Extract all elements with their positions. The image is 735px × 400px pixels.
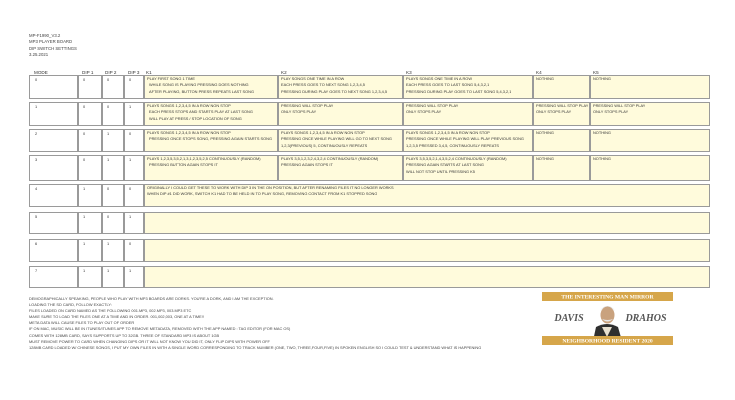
note-line: 128MB CARD LOADED W/ CHINESE SONGS, I PUT MY OWN FILES IN WITH A SINGLE WORD CORRESPONDING TO TRACK NUMBER (ONE, TWO, THREE,FOUR,FIVE) IN SPOKEN ENGLISH SO I COULD TEST & UNDERSTAND WHAT IS HAPPENING [29, 344, 482, 350]
cell-value-mode: 5 [35, 214, 38, 219]
davis-drahos-badge [540, 291, 675, 346]
cell-value-dip3: 1 [129, 104, 132, 109]
notes-block [29, 296, 499, 351]
table-row [29, 75, 710, 99]
cell-line-k2: EACH PRESS GOES TO NEXT SONG 1,2,3,4,5 [281, 82, 365, 88]
table-cell-k2 [278, 102, 403, 126]
cell-value-dip2: 0 [107, 77, 110, 82]
table-cell-k5 [590, 155, 710, 181]
table-row [29, 212, 710, 234]
cell-line-k3: PLAYS SONGS ONE TIME IN A ROW [406, 75, 473, 81]
cell-line-k2: PRESSING AGAIN STOPS IT [281, 162, 333, 168]
table-cell-wide [144, 184, 710, 207]
cell-line-k1: WILL PLAY AT PRESS / STOP LOCATION OF SONG [149, 115, 242, 121]
note-line: META DATA WILL CAUSE FILES TO PLAY OUT OF ORDER [29, 320, 135, 326]
table-cell-k4 [533, 75, 590, 99]
cell-line-k2: PRESSING ONCE WHILE PLAYING WILL GO TO NEXT SONG [281, 136, 392, 142]
table-cell-dip2 [102, 184, 124, 207]
table-cell-dip1 [78, 239, 102, 262]
cell-line-k5: PRESSING WILL STOP PLAY [593, 102, 646, 108]
col-header-dip1: DIP 1 [82, 70, 94, 75]
cell-value-dip1: 1 [83, 241, 86, 246]
cell-line-k3: 1,2,3,5 PRESSED 3,4,5, CONTINUOUSLY REPEATS [406, 142, 499, 148]
cell-line-k5: NOTHING [593, 155, 611, 161]
cell-line-wide: WHEN DIP #1 DID WORK, SWITCH K1 HAD TO BE HELD IN TO PLAY SONG, REMOVING CONTACT FROM K1 STOPPED SONG [147, 191, 378, 197]
table-cell-k3 [403, 129, 533, 152]
document-header [29, 33, 77, 58]
cell-line-k3: PLAYS 3,5,3,5,2,1,4,3,5,2,4 CONTINUOUSLY (RANDOM) [406, 155, 507, 161]
cell-line-k2: PRESSING WILL STOP PLAY [281, 102, 334, 108]
table-row [29, 129, 710, 152]
cell-line-k2: ONLY STOPS PLAY [281, 109, 317, 115]
col-header-k3: K3 [406, 70, 412, 75]
cell-line-k1: EACH PRESS STOPS AND STARTS PLAY AT LAST SONG [149, 109, 253, 115]
cell-line-k1: PLAYS SONGS 1,2,3,4,5 IN A ROW NON STOP [147, 129, 231, 135]
table-cell-mode [29, 239, 78, 262]
cell-line-k5: ONLY STOPS PLAY [593, 109, 629, 115]
col-header-mode: MODE [34, 70, 48, 75]
table-cell-dip3 [124, 129, 144, 152]
table-cell-dip3 [124, 102, 144, 126]
col-header-dip2: DIP 2 [105, 70, 117, 75]
table-row [29, 239, 710, 262]
cell-line-k1: PRESSING ONCE STOPS SONG, PRESSING AGAIN STARTS SONG [149, 136, 273, 142]
table-cell-k1 [144, 102, 278, 126]
cell-value-dip1: 1 [83, 268, 86, 273]
table-cell-dip3 [124, 239, 144, 262]
header-line: 3.25.2021 [29, 51, 49, 57]
table-cell-mode [29, 102, 78, 126]
cell-line-k1: WHILE SONG IS PLAYING PRESSING DOES NOTHING [149, 82, 249, 88]
cell-value-dip1: 0 [83, 77, 86, 82]
table-cell-k4 [533, 155, 590, 181]
table-cell-wide [144, 239, 710, 262]
table-cell-k2 [278, 75, 403, 99]
cell-value-dip3: 0 [129, 186, 132, 191]
header-line: MP3 PLAYER BOARD [29, 39, 73, 45]
cell-line-k3: PLAYS SONGS 1,2,3,4,5 IN A ROW NON STOP [406, 129, 490, 135]
col-header-k2: K2 [281, 70, 287, 75]
cell-line-k2: PLAY SONGS ONE TIME IN A ROW [281, 75, 345, 81]
note-line: LOADING THE SD CARD, FOLLOW EXACTLY: [29, 302, 112, 308]
cell-line-k1: AFTER PLAYING, BUTTON PRESS REPEATS LAST SONG [149, 88, 254, 94]
table-cell-k4 [533, 102, 590, 126]
cell-line-k3: WILL NOT STOP UNTIL PRESSING K5 [406, 168, 475, 174]
cell-line-k4: NOTHING [536, 155, 554, 161]
cell-value-dip2: 1 [107, 157, 110, 162]
table-cell-mode [29, 75, 78, 99]
cell-line-k3: PRESSING WILL STOP PLAY [406, 102, 459, 108]
table-cell-mode [29, 155, 78, 181]
table-cell-k5 [590, 129, 710, 152]
cell-value-dip1: 1 [83, 186, 86, 191]
table-row [29, 102, 710, 126]
cell-line-k5: NOTHING [593, 129, 611, 135]
cell-line-k3: PRESSING AGAIN STARTS AT LAST SONG [406, 162, 484, 168]
table-cell-dip2 [102, 129, 124, 152]
table-cell-dip1 [78, 266, 102, 288]
table-cell-wide [144, 212, 710, 234]
cell-line-k4: NOTHING [536, 129, 554, 135]
table-cell-k5 [590, 75, 710, 99]
cell-line-k4: NOTHING [536, 75, 554, 81]
cell-line-k4: PRESSING WILL STOP PLAY [536, 102, 589, 108]
cell-value-dip2: 1 [107, 241, 110, 246]
cell-value-mode: 6 [35, 241, 38, 246]
table-row [29, 266, 710, 288]
table-cell-mode [29, 184, 78, 207]
table-cell-dip1 [78, 212, 102, 234]
table-cell-dip2 [102, 239, 124, 262]
table-cell-mode [29, 129, 78, 152]
cell-line-k2: PLAYS SONGS 1,2,3,4,5 IN A ROW NON STOP [281, 129, 365, 135]
cell-value-mode: 2 [35, 131, 38, 136]
cell-value-mode: 4 [35, 186, 38, 191]
table-cell-k5 [590, 102, 710, 126]
table-row [29, 155, 710, 181]
cell-value-dip3: 1 [129, 268, 132, 273]
header-line: MP-F1990_V3.2 [29, 33, 61, 38]
table-cell-wide [144, 266, 710, 288]
cell-value-dip1: 0 [83, 157, 86, 162]
cell-line-k3: PRESSING ONCE WHILE PLAYING WILL PLAY PREVIOUS SONG [406, 136, 524, 142]
table-cell-k3 [403, 75, 533, 99]
cell-line-k3: EACH PRESS GOES TO LAST SONG 5,4,3,2,1 [406, 82, 490, 88]
table-cell-k1 [144, 129, 278, 152]
cell-value-dip2: 0 [107, 104, 110, 109]
table-cell-dip2 [102, 102, 124, 126]
col-header-k5: K5 [593, 70, 599, 75]
cell-value-mode: 3 [35, 157, 38, 162]
table-cell-mode [29, 212, 78, 234]
man-portrait-icon [593, 306, 622, 341]
note-line: MUST REMOVE POWER TO CARD WHEN CHANGING DIPS OR IT WILL NOT KNOW YOU DID IT, ONLY FLIP DIPS WITH POWER OFF [29, 338, 270, 344]
note-line: DEMOGRAPHICALLY SPEAKING, PEOPLE WHO PLAY WITH MP3 BOARDS ARE DORKS. YOU'RE A DORK, AND I AM THE EXCEPTION. [29, 296, 274, 301]
table-cell-dip3 [124, 75, 144, 99]
table-cell-dip3 [124, 212, 144, 234]
cell-value-dip3: 0 [129, 131, 132, 136]
note-line: FILES LOADED ON CARD NAMED AS THE FOLLOWING 001.MP3, 002.MP3, 003.MP3 ETC [29, 308, 192, 314]
cell-line-k3: ONLY STOPS PLAY [406, 109, 442, 115]
cell-value-dip3: 0 [129, 77, 132, 82]
table-cell-k2 [278, 129, 403, 152]
table-cell-dip1 [78, 129, 102, 152]
col-header-dip3: DIP 3 [128, 70, 140, 75]
cell-line-k2: PRESSING DURING PLAY GOES TO NEXT SONG 1,2,3,4,5 [281, 88, 388, 94]
note-line: MAKE SURE TO LOAD THE FILES ONE AT A TIME AND IN ORDER. 001,002,003, ONE AT A TIME!! [29, 314, 204, 320]
cell-value-dip3: 0 [129, 241, 132, 246]
table-cell-dip1 [78, 184, 102, 207]
cell-line-k1: PLAYS 1,2,3,5,3,5,2,1,3,1,2,3,5,2,5 CONTINUOUSLY (RANDOM) [147, 155, 261, 161]
cell-value-dip1: 0 [83, 131, 86, 136]
badge-name-left: DAVIS [554, 313, 584, 324]
cell-value-dip1: 0 [83, 104, 86, 109]
col-header-k4: K4 [536, 70, 542, 75]
cell-line-k5: NOTHING [593, 75, 611, 81]
table-cell-dip2 [102, 155, 124, 181]
cell-value-mode: 0 [35, 77, 38, 82]
table-cell-dip1 [78, 102, 102, 126]
table-cell-dip1 [78, 75, 102, 99]
cell-value-mode: 1 [35, 104, 38, 109]
cell-line-k2: PLAYS 3,5,1,2,3,2,4,3,2,4 CONTINUOUSLY (RANDOM) [281, 155, 379, 161]
cell-value-dip3: 1 [129, 157, 132, 162]
table-cell-dip3 [124, 266, 144, 288]
badge-bottom-text: NEIGHBORHOOD RESIDENT 2020 [562, 338, 653, 345]
cell-value-dip2: 0 [107, 186, 110, 191]
cell-value-dip1: 1 [83, 214, 86, 219]
table-cell-mode [29, 266, 78, 288]
table-cell-k1 [144, 75, 278, 99]
note-line: IF ON MAC, MUSIC WILL BE IN ITUNES/ITUNES APP TO REMOVE METADATA, REMOVED WITH THE APP NAMED : TAG EDITOR (FOR MAC OS) [29, 326, 291, 332]
header-line: DIP SWITCH SETTINGS [29, 45, 77, 51]
table-cell-dip2 [102, 75, 124, 99]
table-cell-k4 [533, 129, 590, 152]
table-row [29, 184, 710, 207]
cell-line-k1: PLAYS SONGS 1,2,3,4,5 IN A ROW NON STOP [147, 102, 231, 108]
cell-line-k1: PLAY FIRST SONG 1 TIME [147, 75, 195, 81]
table-cell-k3 [403, 155, 533, 181]
table-cell-dip1 [78, 155, 102, 181]
cell-value-dip2: 1 [107, 268, 110, 273]
cell-value-dip2: 1 [107, 131, 110, 136]
cell-value-mode: 7 [35, 268, 38, 273]
table-cell-k3 [403, 102, 533, 126]
table-cell-dip3 [124, 155, 144, 181]
cell-line-wide: ORIGINALLY I COULD GET THESE TO WORK WITH DIP 3 IN THE ON POSITION, BUT AFTER RENAMING FILES IT NO LONGER WORKS [147, 184, 394, 190]
cell-value-dip3: 1 [129, 214, 132, 219]
table-cell-k2 [278, 155, 403, 181]
table-cell-dip2 [102, 266, 124, 288]
cell-value-dip2: 0 [107, 214, 110, 219]
col-header-k1: K1 [146, 70, 152, 75]
cell-line-k2: 1,2,3(PREVIOUS) 5, CONTINUOUSLY REPEATS [281, 142, 368, 148]
table-cell-dip2 [102, 212, 124, 234]
cell-line-k1: PRESSING BUTTON AGAIN STOPS IT [149, 162, 218, 168]
badge-name-right: DRAHOS [625, 313, 667, 324]
table-cell-k1 [144, 155, 278, 181]
cell-line-k4: ONLY STOPS PLAY [536, 109, 572, 115]
note-line: COMES WITH 128MB CARD, SAYS SUPPORTS UP TO 32GB. THREE OF STANDARD MP3 IS ABOUT 1GB [29, 332, 220, 338]
badge-top-text: THE INTERESTING MAN MIRROR [561, 294, 654, 301]
cell-line-k3: PRESSING DURING PLAY GOES TO LAST SONG 5,4,3,2,1 [406, 88, 512, 94]
table-cell-dip3 [124, 184, 144, 207]
